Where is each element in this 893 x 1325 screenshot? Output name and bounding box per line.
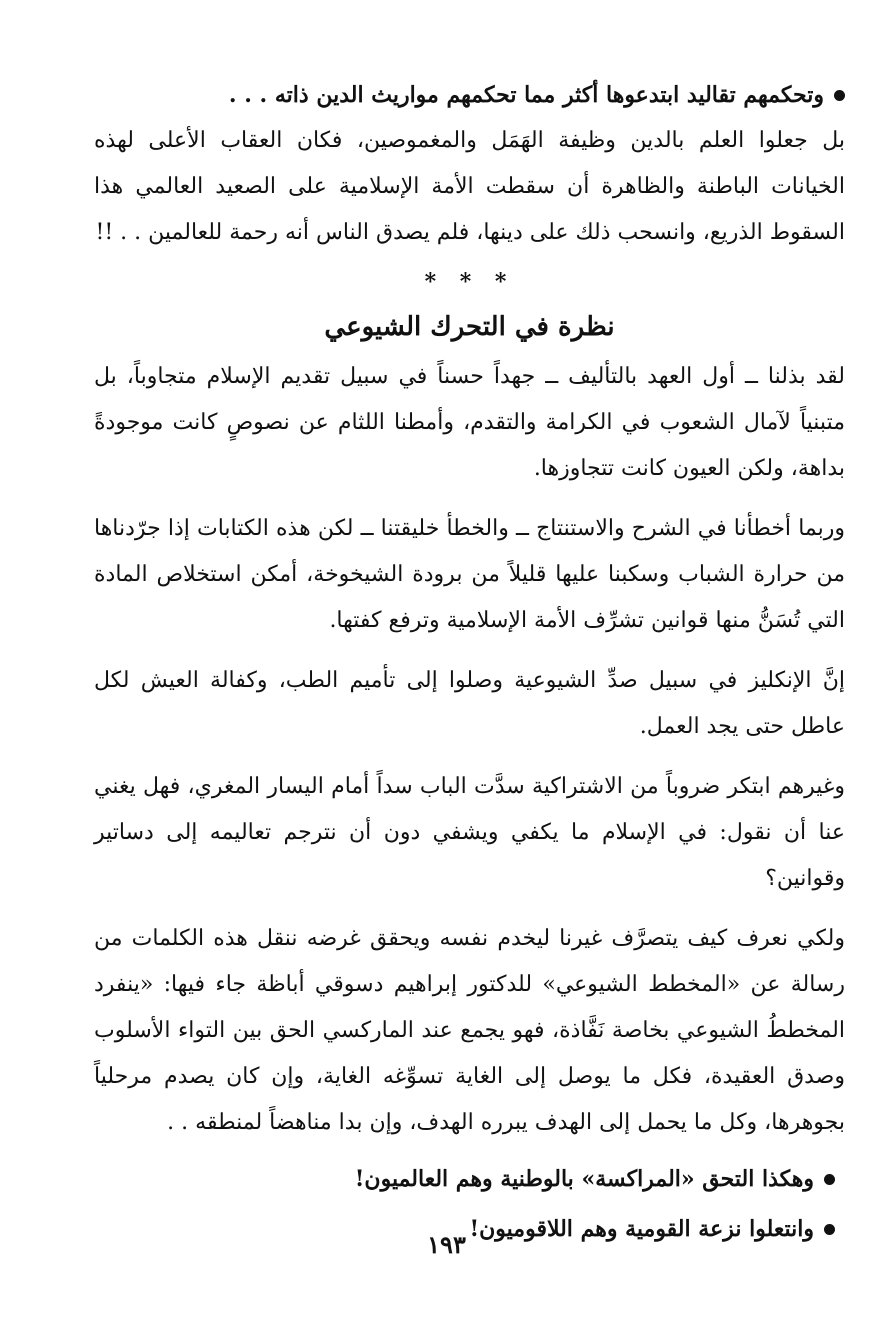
- section-title: نظرة في التحرك الشيوعي: [324, 312, 615, 342]
- paragraph: إنَّ الإنكليز في سبيل صدِّ الشيوعية وصلوا إلى تأميم الطب، وكفالة العيش لكل عاطل حتى يجد العمل.: [94, 668, 845, 739]
- bullet-item: [94, 1154, 845, 1204]
- page-number: ١٩٣: [427, 1230, 466, 1259]
- bullet-text: وهكذا التحق «المراكسة» بالوطنية وهم العالميون!: [354, 1166, 814, 1192]
- intro-bullet-text: وتحكمهم تقاليد ابتدعوها أكثر مما تحكمهم مواريث الدين ذاته . . .: [228, 82, 824, 108]
- intro-paragraph: بل جعلوا العلم بالدين وظيفة الهَمَل والمغموصين، فكان العقاب الأعلى لهذه الخيانات الباطنة والظاهرة أن سقطت الأمة الإسلامية على الصعيد العالمي هذا السقوط الذريع، وانسحب ذلك على دينها، فلم يصدق الناس أنه رحمة للعالمين . . !!: [94, 128, 845, 245]
- paragraph: ولكي نعرف كيف يتصرَّف غيرنا ليخدم نفسه ويحقق غرضه ننقل هذه الكلمات من رسالة عن «المخطط الشيوعي» للدكتور إبراهيم دسوقي أباظة جاء فيها: «ينفرد المخططُ الشيوعي بخاصة نَفَّاذة، فهو يجمع عند الماركسي الحق بين التواء الأسلوب وصدق العقيدة، فكل ما يوصل إلى الغاية تسوِّغه الغاية، وإن كان يصدم مرحلياً بجوهرها، وكل ما يحمل إلى الهدف يبرره الهدف، وإن بدا مناهضاً لمنطقه . .: [94, 926, 845, 1135]
- paragraph: وربما أخطأنا في الشرح والاستنتاج ــ والخطأ خليقتنا ــ لكن هذه الكتابات إذا جرّدناها من حرارة الشباب وسكبنا عليها قليلاً من برودة الشيخوخة، أمكن استخلاص المادة التي تُسَنُّ منها قوانين تشرِّف الأمة الإسلامية وترفع كفتها.: [94, 516, 845, 633]
- paragraph: لقد بذلنا ــ أول العهد بالتأليف ــ جهداً حسناً في سبيل تقديم الإسلام متجاوباً، بل متبنياً لآمال الشعوب في الكرامة والتقدم، وأمطنا اللثام عن نصوصٍ كانت موجودةً بداهة، ولكن العيون كانت تتجاوزها.: [94, 364, 845, 481]
- intro-bullet: [94, 72, 845, 118]
- section-separator: * * *: [424, 269, 515, 295]
- bullet-dot-icon: [834, 90, 845, 101]
- bullet-text: وانتعلوا نزعة القومية وهم اللاقوميون!: [469, 1216, 814, 1242]
- bullet-dot-icon: [824, 1174, 835, 1185]
- paragraph: وغيرهم ابتكر ضروباً من الاشتراكية سدَّت الباب سداً أمام اليسار المغري، فهل يغني عنا أن نقول: في الإسلام ما يكفي ويشفي دون أن نترجم تعاليمه إلى دساتير وقوانين؟: [94, 774, 845, 891]
